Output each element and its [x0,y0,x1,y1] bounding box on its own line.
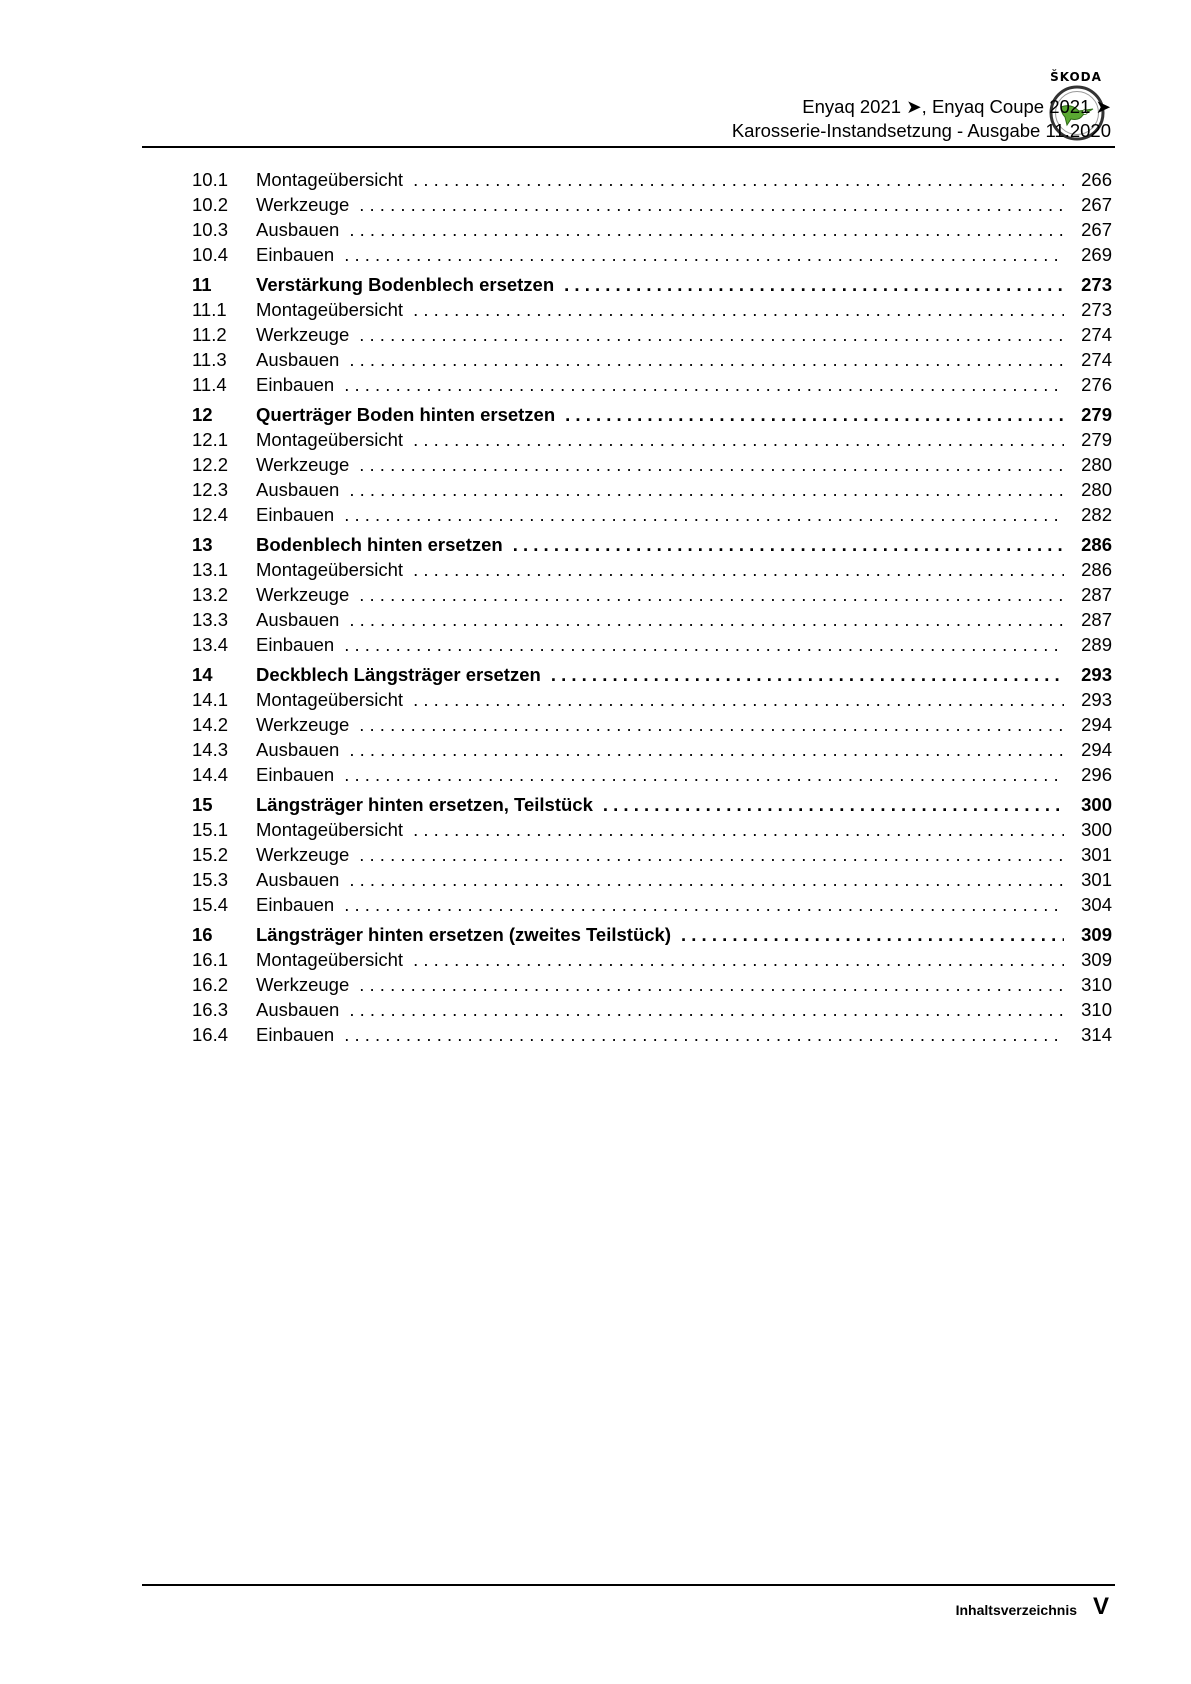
toc-entry-row[interactable] [192,557,1112,582]
toc-page-number: 300 [1081,819,1112,840]
toc-dot-leader [413,167,1064,192]
toc-title: Montageübersicht [256,299,404,320]
toc-entry-row[interactable] [192,452,1112,477]
toc-page-number: 280 [1081,454,1112,475]
toc-dot-leader [344,632,1064,657]
toc-number: 15.1 [192,819,229,840]
toc-dot-leader [359,452,1064,477]
toc-title: Werkzeuge [256,454,350,475]
toc-page-number: 296 [1081,764,1112,785]
toc-number: 15 [192,794,213,815]
toc-dot-leader [359,842,1064,867]
toc-page-number: 294 [1081,714,1112,735]
toc-title: Deckblech Längsträger ersetzen [256,664,541,685]
toc-page-number: 301 [1081,869,1112,890]
toc-page-number: 287 [1081,609,1112,630]
toc-title: Montageübersicht [256,689,404,710]
toc-number: 16 [192,924,213,945]
toc-page-number: 266 [1081,169,1112,190]
toc-title: Einbauen [256,244,335,265]
toc-dot-leader [359,192,1064,217]
toc-page-number: 294 [1081,739,1112,760]
toc-number: 15.4 [192,894,229,915]
toc-number: 13.2 [192,584,229,605]
toc-entry-row[interactable] [192,192,1112,217]
toc-page-number: 274 [1081,349,1112,370]
toc-entry-row[interactable] [192,322,1112,347]
toc-title: Ausbauen [256,739,340,760]
toc-number: 10.1 [192,169,229,190]
toc-title: Querträger Boden hinten ersetzen [256,404,556,425]
toc-number: 13.4 [192,634,229,655]
toc-dot-leader [359,582,1064,607]
toc-chapter-row[interactable] [192,922,1112,947]
toc-number: 14.3 [192,739,229,760]
toc-page-number: 282 [1081,504,1112,525]
toc-number: 10.2 [192,194,229,215]
toc-dot-leader [344,372,1064,397]
toc-dot-leader [349,347,1064,372]
toc-title: Werkzeuge [256,974,350,995]
toc-page-number: 309 [1081,924,1112,945]
toc-page-number: 276 [1081,374,1112,395]
toc-dot-leader [564,272,1064,297]
toc-entry-row[interactable] [192,297,1112,322]
toc-dot-leader [603,792,1064,817]
toc-title: Werkzeuge [256,714,350,735]
toc-title: Ausbauen [256,999,340,1020]
toc-entry-row[interactable] [192,972,1112,997]
toc-page-number: 300 [1081,794,1112,815]
toc-title: Montageübersicht [256,819,404,840]
toc-title: Verstärkung Bodenblech ersetzen [256,274,555,295]
toc-title: Ausbauen [256,479,340,500]
toc-title: Montageübersicht [256,949,404,970]
toc-number: 11.1 [192,299,227,320]
toc-title: Montageübersicht [256,559,404,580]
table-of-contents [192,167,1112,1047]
toc-title: Einbauen [256,634,335,655]
toc-number: 16.3 [192,999,229,1020]
toc-dot-leader [344,502,1064,527]
header-rule [142,146,1115,148]
toc-entry-row[interactable] [192,427,1112,452]
toc-title: Längsträger hinten ersetzen, Teilstück [256,794,593,815]
footer-rule [142,1584,1115,1586]
toc-dot-leader [349,217,1064,242]
toc-title: Ausbauen [256,349,340,370]
toc-number: 14.2 [192,714,229,735]
toc-page-number: 314 [1081,1024,1112,1045]
toc-entry-row[interactable] [192,1022,1112,1047]
toc-dot-leader [413,687,1064,712]
toc-entry-row[interactable] [192,607,1112,632]
toc-page-number: 293 [1081,689,1112,710]
toc-title: Montageübersicht [256,429,404,450]
toc-number: 14 [192,664,213,685]
toc-entry-row[interactable] [192,892,1112,917]
toc-number: 16.2 [192,974,229,995]
toc-title: Werkzeuge [256,584,350,605]
toc-number: 11.4 [192,374,227,395]
toc-dot-leader [349,477,1064,502]
toc-dot-leader [413,947,1064,972]
toc-number: 13.3 [192,609,229,630]
toc-number: 13.1 [192,559,229,580]
toc-entry-row[interactable] [192,372,1112,397]
toc-chapter-row[interactable] [192,272,1112,297]
toc-title: Einbauen [256,1024,335,1045]
toc-dot-leader [359,322,1064,347]
toc-number: 15.2 [192,844,229,865]
toc-page-number: 279 [1081,404,1112,425]
toc-dot-leader [344,1022,1064,1047]
toc-number: 11.3 [192,349,227,370]
toc-page-number: 280 [1081,479,1112,500]
toc-dot-leader [349,607,1064,632]
toc-page-number: 274 [1081,324,1112,345]
toc-page-number: 286 [1081,534,1112,555]
toc-dot-leader [349,737,1064,762]
toc-title: Längsträger hinten ersetzen (zweites Teilstück) [256,924,671,945]
toc-dot-leader [513,532,1064,557]
toc-entry-row[interactable] [192,687,1112,712]
toc-dot-leader [413,817,1064,842]
toc-number: 12.2 [192,454,229,475]
toc-dot-leader [349,997,1064,1022]
toc-entry-row[interactable] [192,737,1112,762]
toc-title: Einbauen [256,374,335,395]
toc-dot-leader [551,662,1064,687]
toc-page-number: 309 [1081,949,1112,970]
toc-chapter-row[interactable] [192,402,1112,427]
toc-page-number: 310 [1081,974,1112,995]
toc-page-number: 289 [1081,634,1112,655]
toc-number: 11 [192,274,212,295]
toc-page-number: 301 [1081,844,1112,865]
toc-page-number: 273 [1081,274,1112,295]
toc-dot-leader [349,867,1064,892]
toc-entry-row[interactable] [192,947,1112,972]
toc-dot-leader [344,892,1064,917]
toc-page-number: 279 [1081,429,1112,450]
toc-entry-row[interactable] [192,477,1112,502]
toc-page-number: 287 [1081,584,1112,605]
footer-page-number: V [1092,1593,1109,1620]
toc-title: Werkzeuge [256,194,350,215]
toc-number: 10.4 [192,244,229,265]
toc-number: 12 [192,404,213,425]
toc-dot-leader [344,762,1064,787]
toc-number: 16.1 [192,949,229,970]
toc-dot-leader [359,712,1064,737]
toc-page-number: 269 [1081,244,1112,265]
toc-title: Werkzeuge [256,324,350,345]
toc-entry-row[interactable] [192,582,1112,607]
page-header [0,0,1191,150]
toc-entry-row[interactable] [192,867,1112,892]
toc-number: 15.3 [192,869,229,890]
toc-dot-leader [681,922,1064,947]
toc-title: Werkzeuge [256,844,350,865]
toc-chapter-row[interactable] [192,662,1112,687]
toc-title: Bodenblech hinten ersetzen [256,534,503,555]
toc-title: Ausbauen [256,609,340,630]
toc-entry-row[interactable] [192,817,1112,842]
header-model-line: Enyaq 2021 ➤, Enyaq Coupe 2021 ➤ [802,96,1111,117]
toc-title: Ausbauen [256,219,340,240]
toc-number: 12.4 [192,504,229,525]
toc-dot-leader [413,427,1064,452]
toc-dot-leader [413,297,1064,322]
toc-number: 13 [192,534,213,555]
footer-section-label: Inhaltsverzeichnis [955,1602,1077,1618]
toc-entry-row[interactable] [192,242,1112,267]
toc-entry-row[interactable] [192,997,1112,1022]
toc-number: 10.3 [192,219,229,240]
toc-title: Ausbauen [256,869,340,890]
toc-number: 11.2 [192,324,227,345]
toc-title: Montageübersicht [256,169,404,190]
toc-entry-row[interactable] [192,347,1112,372]
toc-page-number: 310 [1081,999,1112,1020]
toc-number: 16.4 [192,1024,229,1045]
toc-entry-row[interactable] [192,217,1112,242]
toc-dot-leader [344,242,1064,267]
toc-page-number: 267 [1081,219,1112,240]
toc-dot-leader [359,972,1064,997]
toc-entry-row[interactable] [192,502,1112,527]
toc-page-number: 273 [1081,299,1112,320]
toc-dot-leader [565,402,1064,427]
toc-page-number: 293 [1081,664,1112,685]
toc-entry-row[interactable] [192,842,1112,867]
toc-title: Einbauen [256,504,335,525]
toc-page-number: 286 [1081,559,1112,580]
toc-title: Einbauen [256,764,335,785]
header-edition-line: Karosserie-Instandsetzung - Ausgabe 11.2020 [731,120,1111,141]
toc-entry-row[interactable] [192,632,1112,657]
toc-dot-leader [413,557,1064,582]
toc-number: 12.1 [192,429,229,450]
toc-page-number: 267 [1081,194,1112,215]
brand-wordmark: ŠKODA [1050,70,1102,84]
toc-chapter-row[interactable] [192,792,1112,817]
toc-title: Einbauen [256,894,335,915]
toc-page-number: 304 [1081,894,1112,915]
toc-entry-row[interactable] [192,167,1112,192]
toc-entry-row[interactable] [192,712,1112,737]
toc-number: 12.3 [192,479,229,500]
toc-chapter-row[interactable] [192,532,1112,557]
toc-number: 14.4 [192,764,229,785]
toc-entry-row[interactable] [192,762,1112,787]
toc-number: 14.1 [192,689,229,710]
